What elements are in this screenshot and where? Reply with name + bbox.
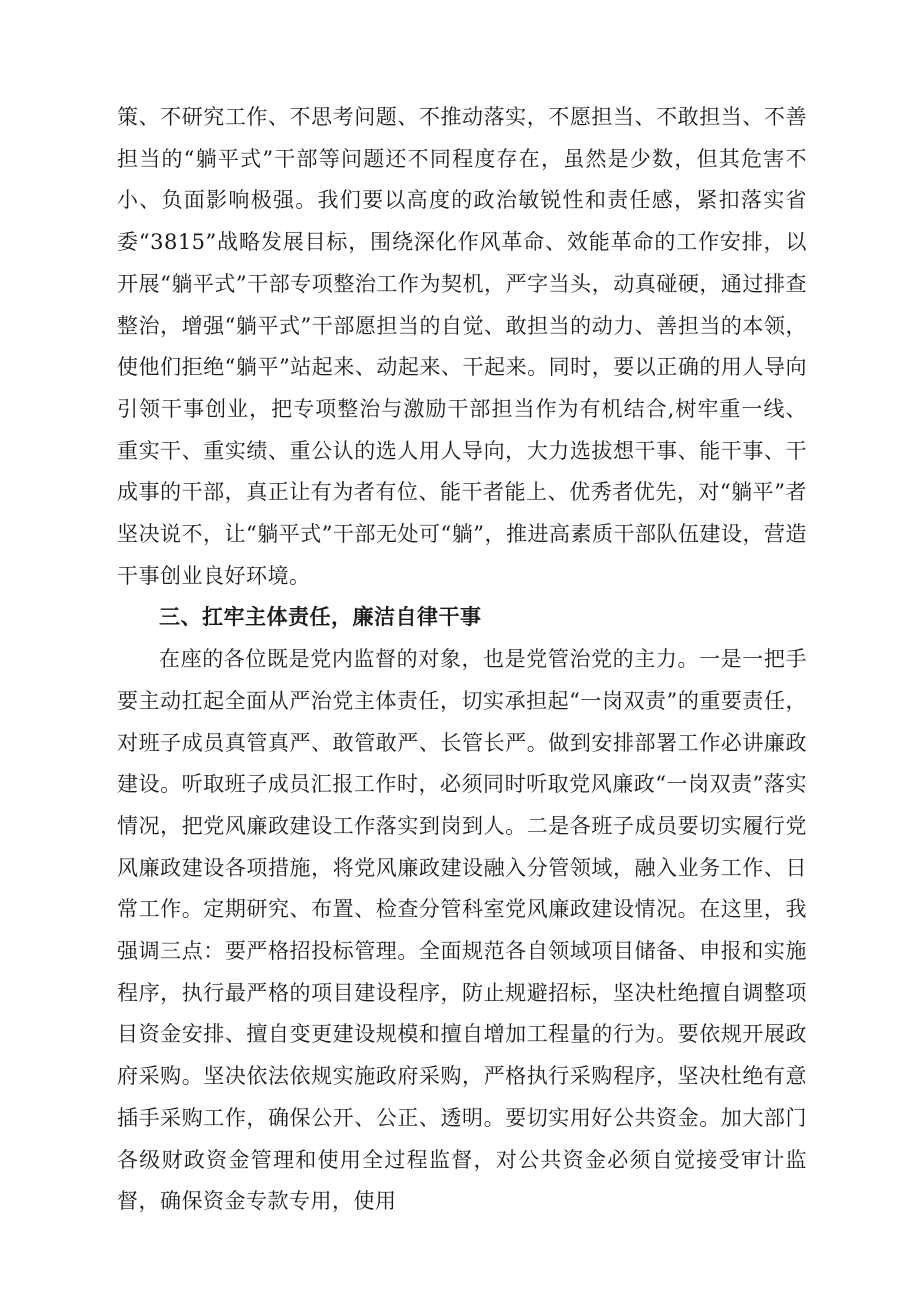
body-paragraph-continued: 策、不研究工作、不思考问题、不推动落实，不愿担当、不敢担当、不善担当的“躺平式”干部等问题还不同程度存在，虽然是少数，但其危害不小、负面影响极强。我们要以高度的政治敏锐性和责任感，紧扣落实省委“3815”战略发展目标，围绕深化作风革命、效能革命的工作安排，以开展“躺平式”干部专项整治工作为契机，严字当头，动真碰硬，通过排查整治，增强“躺平式”干部愿担当的自觉、敢担当的动力、善担当的本领，使他们拒绝“躺平”站起来、动起来、干起来。同时，要以正确的用人导向引领干事创业，把专项整治与激励干部担当作为有机结合,树牢重一线、重实干、重实绩、重公认的选人用人导向，大力选拔想干事、能干事、干成事的干部，真正让有为者有位、能干者能上、优秀者优先，对“躺平”者坚决说不，让“躺平式”干部无处可“躺”，推进高素质干部队伍建设，营造干事创业良好环境。 [117,105,807,588]
section-heading: 三、扛牢主体责任，廉洁自律干事 [159,605,482,630]
body-paragraph: 在座的各位既是党内监督的对象，也是党管治党的主力。一是一把手要主动扛起全面从严治党主体责任，切实承担起“一岗双责”的重要责任，对班子成员真管真严、敢管敢严、长管长严。做到安排部署工作必讲廉政建设。听取班子成员汇报工作时，必须同时听取党风廉政“一岗双责”落实情况，把党风廉政建设工作落实到岗到人。二是各班子成员要切实履行党风廉政建设各项措施，将党风廉政建设融入分管领域，融入业务工作、日常工作。定期研究、布置、检查分管科室党风廉政建设情况。在这里，我强调三点：要严格招投标管理。全面规范各自领域项目储备、申报和实施程序，执行最严格的项目建设程序，防止规避招标，坚决杜绝擅自调整项目资金安排、擅自变更建设规模和擅自增加工程量的行为。要依规开展政府采购。坚决依法依规实施政府采购，严格执行采购程序，坚决杜绝有意插手采购工作，确保公开、公正、透明。要切实用好公共资金。加大部门各级财政资金管理和使用全过程监督，对公共资金必须自觉接受审计监督，确保资金专款专用，使用 [117,647,807,1214]
document-body [117,97,807,1223]
